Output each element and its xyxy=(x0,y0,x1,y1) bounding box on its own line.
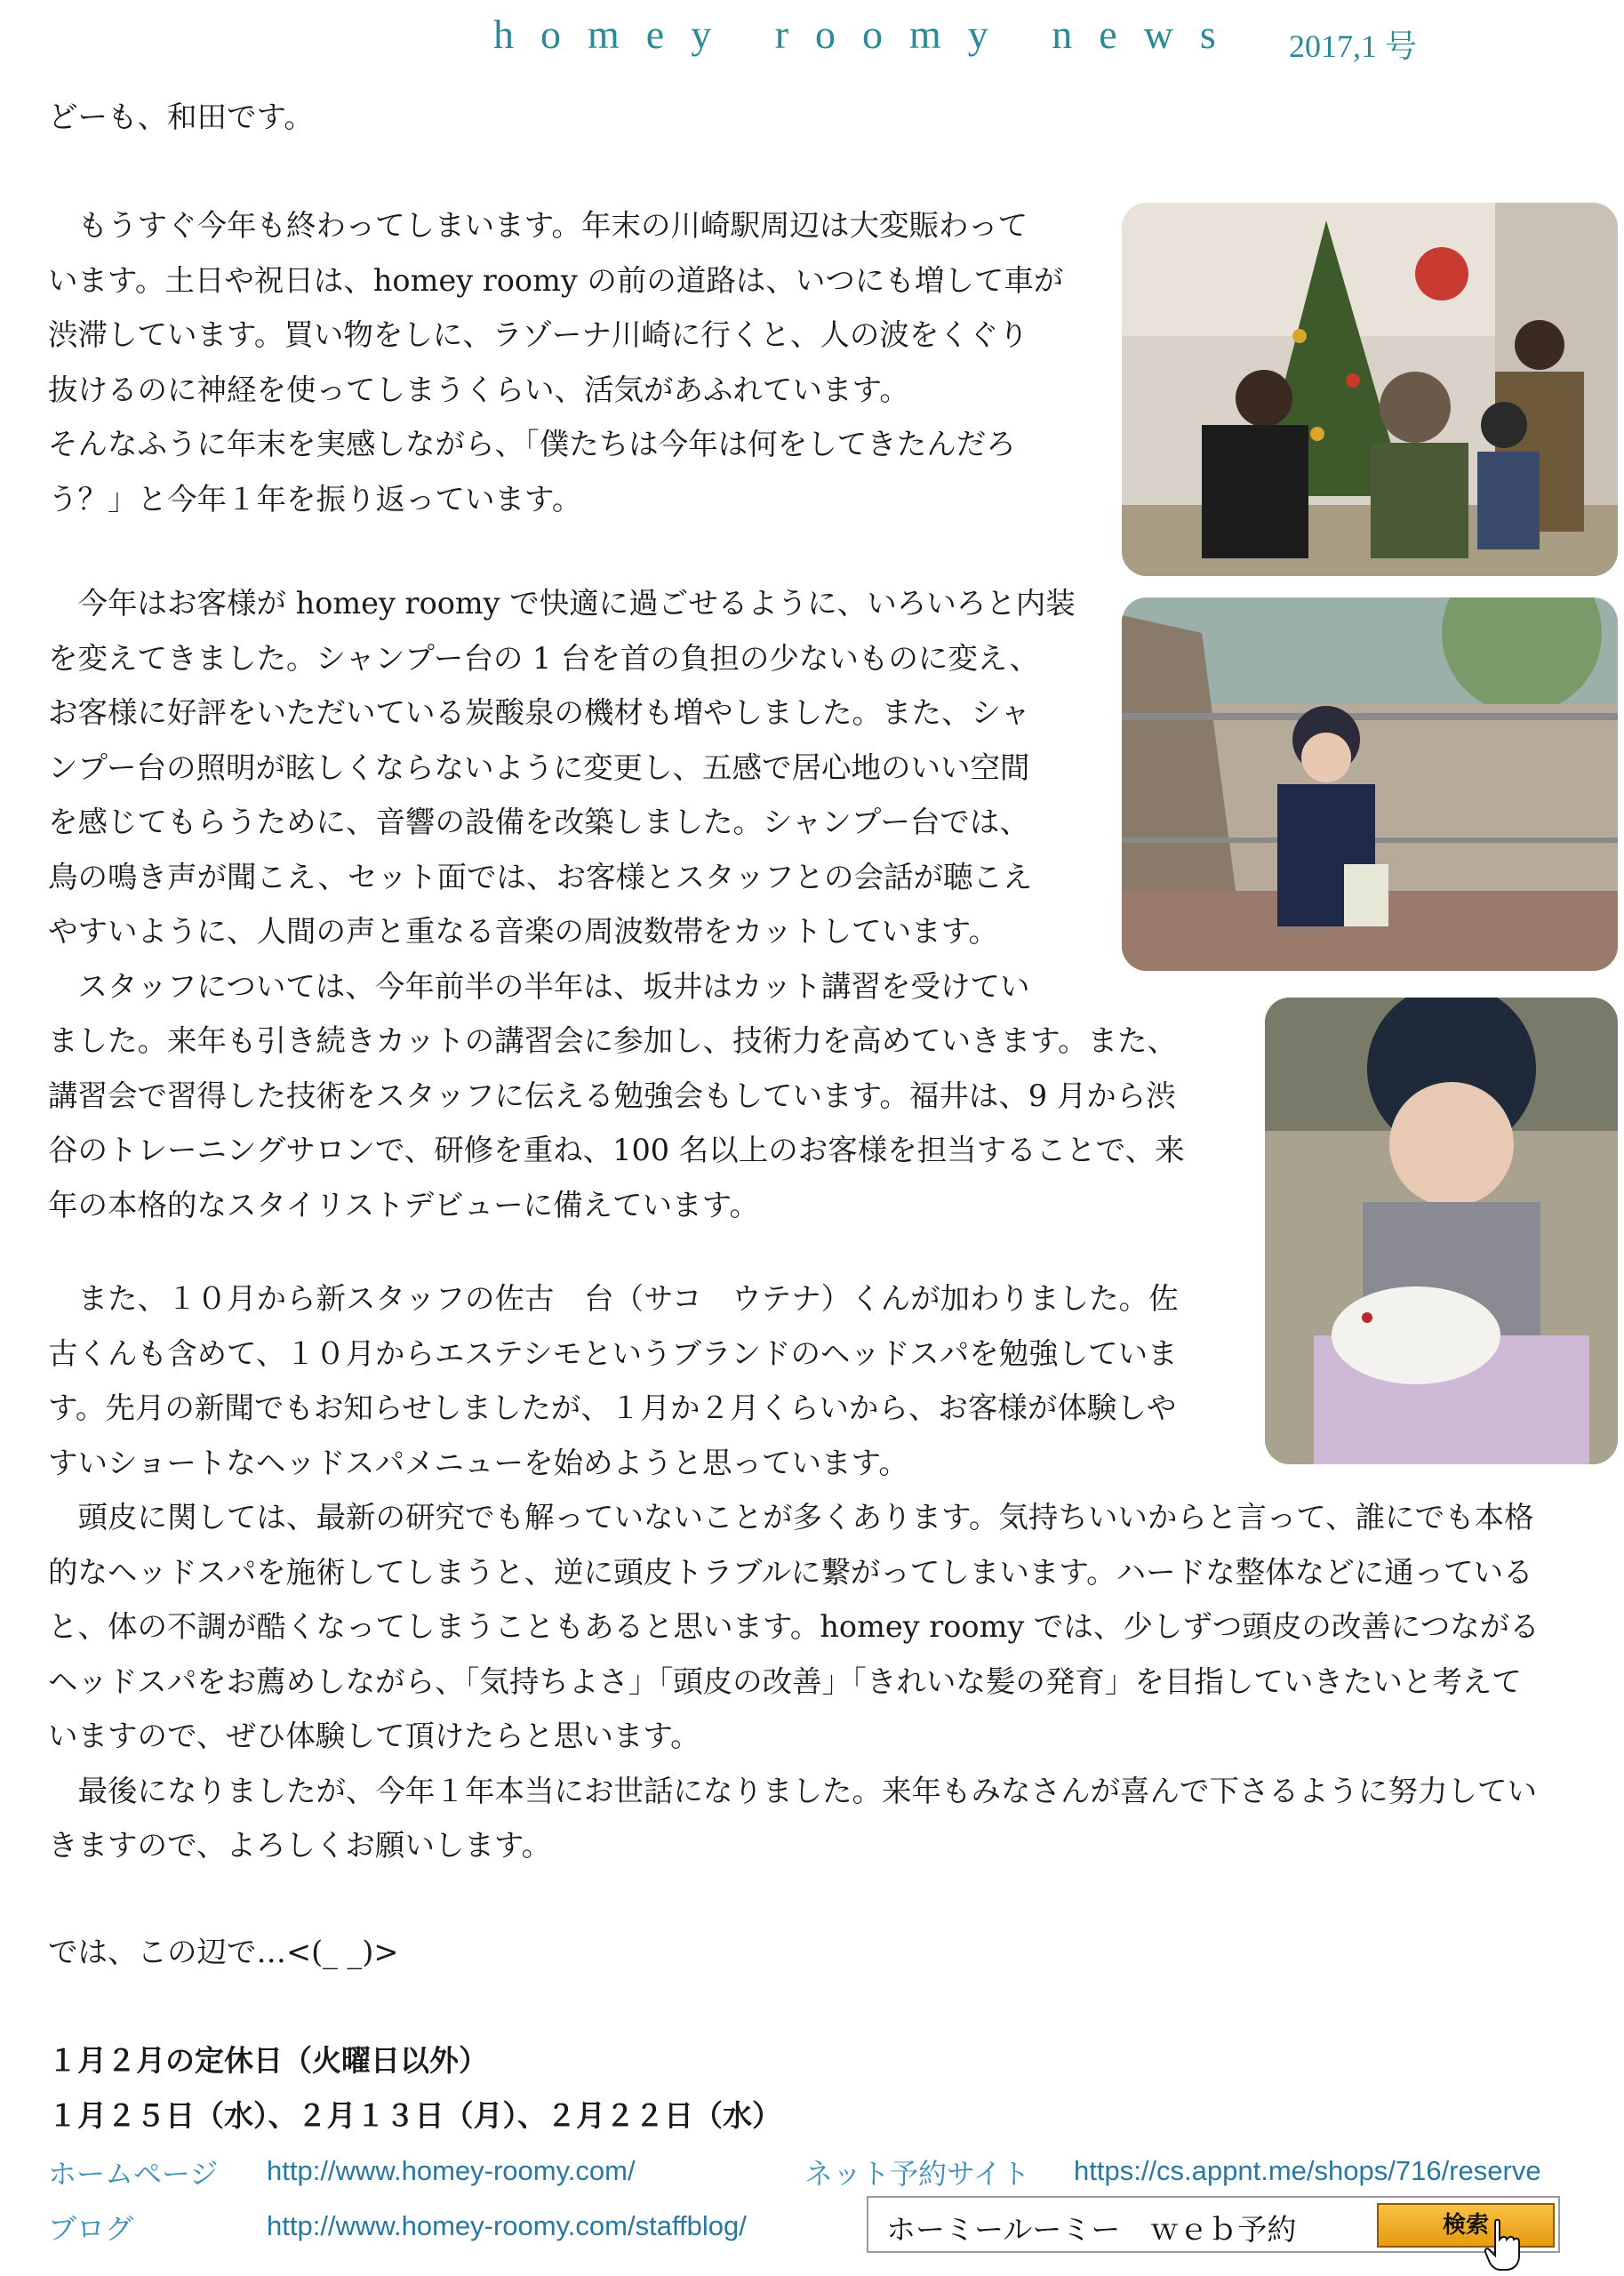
text-line: を変えてきました。シャンプー台の 1 台を首の負担の少ないものに変え、 xyxy=(48,640,1039,676)
text-line: 谷のトレーニングサロンで、研修を重ね、100 名以上のお客様を担当することで、来 xyxy=(48,1133,1185,1167)
text-line: 今年はお客様が homey roomy で快適に過ごせるように、いろいろと内装 xyxy=(48,586,1076,621)
guinea-pig-photo-illustration xyxy=(1265,998,1618,1464)
text-line: 頭皮に関しては、最新の研究でも解っていないことが多くあります。気持ちいいからと言って、誰にでも本格 xyxy=(48,1500,1534,1535)
blog-label: ブログ xyxy=(48,2212,134,2246)
text-line: そんなふうに年末を実感しながら、「僕たちは今年は何をしてきたんだろ xyxy=(48,427,1016,461)
text-line: 古くんも含めて、１０月からエステシモというブランドのヘッドスパを勉強していま xyxy=(48,1335,1178,1371)
holiday-title: １月２月の定休日（火曜日以外） xyxy=(48,2043,488,2078)
text-line: と、体の不調が酷くなってしまうこともあると思います。homey roomy では、少しずつ頭皮の改善につながる xyxy=(48,1609,1540,1644)
zoo-child-photo xyxy=(1122,597,1618,971)
zoo-photo-illustration xyxy=(1122,597,1618,971)
text-line: 鳥の鳴き声が聞こえ、セット面では、お客様とスタッフとの会話が聴こえ xyxy=(48,859,1033,894)
blog-link[interactable]: http://www.homey-roomy.com/staffblog/ xyxy=(267,2210,747,2241)
signoff: では、この辺で…<(_ _)> xyxy=(48,1935,399,1969)
text-line: また、１０月から新スタッフの佐古 台（サコ ウテナ）くんが加わりました。佐 xyxy=(48,1281,1179,1316)
text-line: 年の本格的なスタイリストデビューに備えています。 xyxy=(48,1187,759,1222)
text-line: もうすぐ今年も終わってしまいます。年末の川崎駅周辺は大変賑わって xyxy=(48,208,1028,243)
text-line: いますので、ぜひ体験して頂けたらと思います。 xyxy=(48,1719,700,1753)
text-line: スタッフについては、今年前半の半年は、坂井はカット講習を受けてい xyxy=(48,968,1030,1004)
text-line: を感じてもらうために、音響の設備を改築しました。シャンプー台では、 xyxy=(48,805,1029,839)
guinea-pig-child-photo xyxy=(1265,998,1618,1464)
paragraph-year-end xyxy=(48,198,1063,526)
newsletter-title: homey roomy news xyxy=(493,12,1243,57)
text-line: やすいように、人間の声と重なる音楽の周波数帯をカットしています。 xyxy=(48,914,998,949)
text-line: ました。来年も引き続きカットの講習会に参加し、技術力を高めていきます。また、 xyxy=(48,1023,1177,1058)
homepage-label: ホームページ xyxy=(48,2157,219,2191)
christmas-group-photo xyxy=(1122,203,1618,576)
text-line: います。土日や祝日は、homey roomy の前の道路は、いつにも増して車が xyxy=(48,262,1064,298)
homepage-link[interactable]: http://www.homey-roomy.com/ xyxy=(267,2155,636,2186)
reservation-link[interactable]: https://cs.appnt.me/shops/716/reserve xyxy=(1074,2155,1541,2186)
text-line: 的なヘッドスパを施術してしまうと、逆に頭皮トラブルに繋がってしまいます。ハードな整体などに通っている xyxy=(48,1554,1533,1590)
text-line: ンプー台の照明が眩しくならないように変更し、五感で居心地のいい空間 xyxy=(48,749,1030,785)
issue-number: 2017,1 号 xyxy=(1289,28,1418,64)
text-line: 渋滞しています。買い物をしに、ラゾーナ川崎に行くと、人の波をくぐり xyxy=(48,317,1028,352)
text-line: 講習会で習得した技術をスタッフに伝える勉強会もしています。福井は、9 月から渋 xyxy=(48,1078,1176,1113)
text-line: ヘッドスパをお薦めしながら、「気持ちよさ」「頭皮の改善」「きれいな髪の発育」を目指していきたいと考えて xyxy=(48,1663,1522,1699)
text-line: す。先月の新聞でもお知らせしましたが、１月か２月くらいから、お客様が体験しや xyxy=(48,1390,1177,1425)
search-bar[interactable] xyxy=(867,2196,1560,2253)
text-line: 抜けるのに神経を使ってしまうくらい、活気があふれています。 xyxy=(48,372,909,407)
holiday-dates: １月２５日（水）、２月１３日（月）、２月２２日（水） xyxy=(48,2098,781,2133)
search-input[interactable]: ホーミールーミー ｗｅｂ予約 xyxy=(886,2212,1297,2247)
text-line: う？」と今年１年を振り返っています。 xyxy=(48,481,582,517)
text-line: きますので、よろしくお願いします。 xyxy=(48,1828,552,1863)
text-line: 最後になりましたが、今年１年本当にお世話になりました。来年もみなさんが喜んで下さるように努力してい xyxy=(48,1773,1537,1808)
search-button[interactable]: 検索 xyxy=(1377,2203,1555,2248)
greeting: どーも、和田です。 xyxy=(48,100,314,134)
text-line: お客様に好評をいただいている炭酸泉の機材も増やしました。また、シャ xyxy=(48,695,1030,730)
text-line: すいショートなヘッドスパメニューを始めようと思っています。 xyxy=(48,1445,908,1480)
christmas-photo-illustration xyxy=(1122,203,1618,576)
paragraph-renovation-staff xyxy=(48,576,1185,1232)
hand-cursor-icon xyxy=(1484,2218,1520,2272)
reservation-label: ネット予約サイト xyxy=(804,2157,1030,2191)
